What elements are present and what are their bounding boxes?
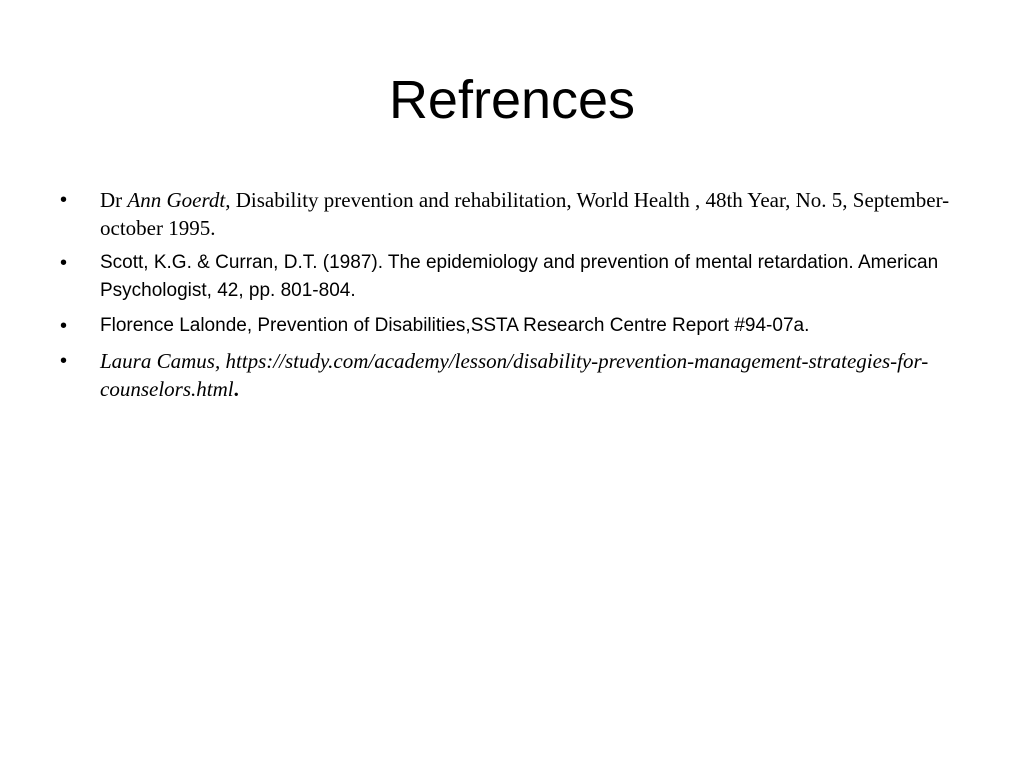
reference-text bbox=[100, 349, 928, 401]
reference-suffix: . bbox=[233, 377, 239, 401]
reference-item-2 bbox=[56, 249, 966, 305]
bullet-icon: • bbox=[60, 350, 68, 372]
reference-list bbox=[56, 186, 966, 410]
bullet-icon: • bbox=[60, 252, 68, 274]
reference-item-4 bbox=[56, 347, 966, 403]
reference-author: Ann Goerdt, bbox=[127, 188, 231, 212]
reference-text: Florence Lalonde, Prevention of Disabilities,SSTA Research Centre Report #94-07a. bbox=[100, 315, 810, 336]
bullet-icon: • bbox=[60, 315, 68, 337]
slide-title: Refrences bbox=[388, 70, 636, 130]
reference-text: Scott, K.G. & Curran, D.T. (1987). The epidemiology and prevention of mental retardation. American Psychologist, 42, pp. 801-804. bbox=[100, 252, 939, 301]
reference-prefix: Dr bbox=[100, 188, 128, 212]
reference-body: Disability prevention and rehabilitation, World Health , 48th Year, No. 5, September-october 1995. bbox=[100, 188, 950, 240]
bullet-icon: • bbox=[60, 189, 68, 211]
reference-text bbox=[100, 188, 949, 240]
reference-item-3 bbox=[56, 312, 966, 340]
reference-item-1 bbox=[56, 186, 966, 242]
reference-body: Laura Camus, https://study.com/academy/lesson/disability-prevention-management-strategies-for-counselors.html bbox=[100, 349, 929, 401]
